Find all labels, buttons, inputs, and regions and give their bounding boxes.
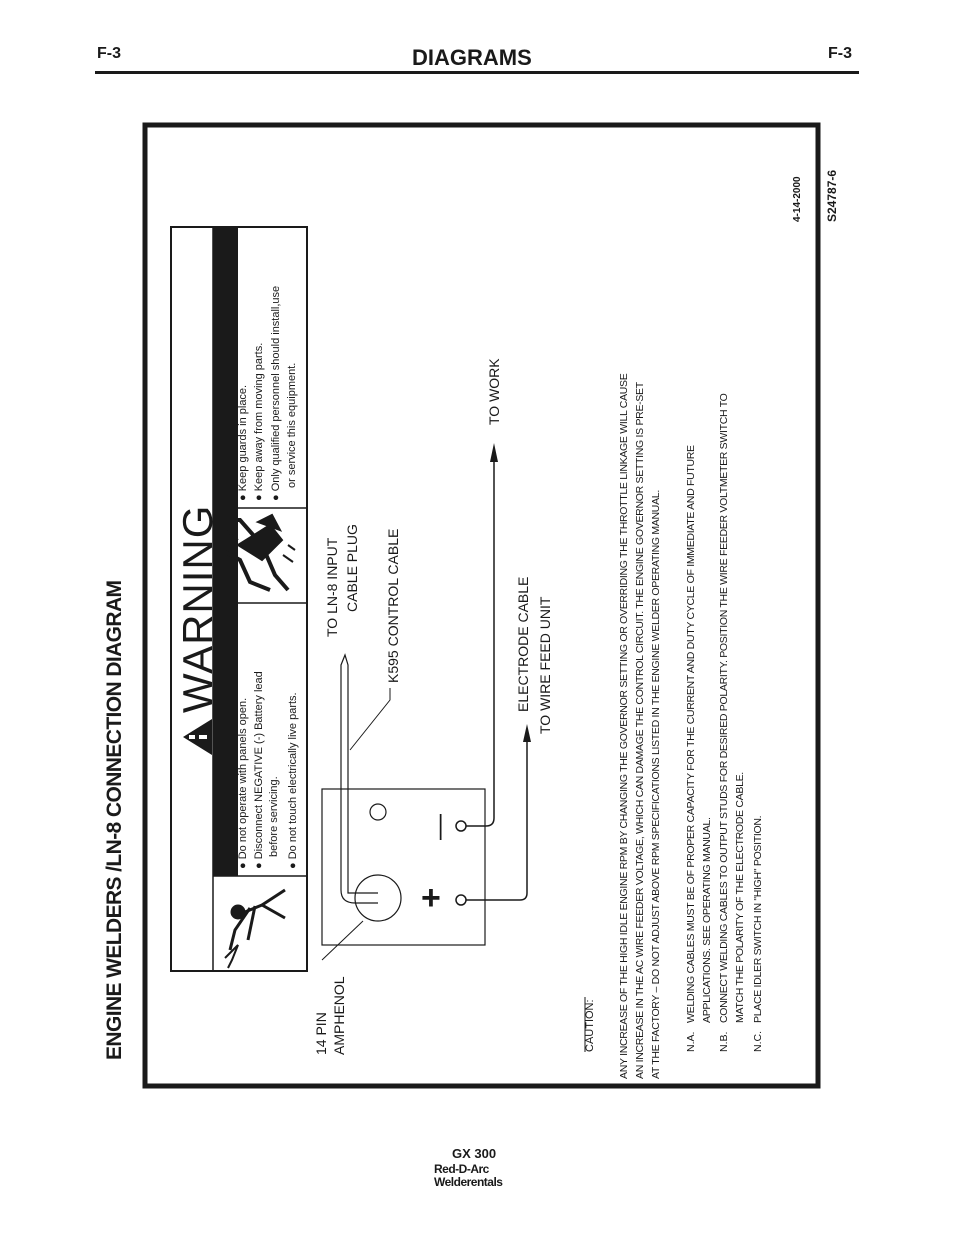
caution-line-2: AN INCREASE IN THE AC WIRE FEEDER VOLTAGE, WHICH CAN DAMAGE THE CONTROL CIRCUIT. THE ENGINE GOVERNOR SETTING IS PRE-SET (634, 382, 646, 1079)
positive-stud[interactable] (456, 895, 466, 905)
note-na-line-2: APPLICATIONS. SEE OPERATING MANUAL. (701, 817, 713, 1023)
note-nb-line-1: CONNECT WELDING CABLES TO OUTPUT STUDS FOR DESIRED POLARITY. POSITION THE WIRE FEEDER VOLTMETER SWITCH TO (718, 393, 730, 1023)
warning-right-item-2: ● Keep away from moving parts. (253, 342, 265, 501)
to-work-label: TO WORK (486, 358, 502, 425)
amphenol-receptacle (355, 875, 401, 921)
page-title: DIAGRAMS (412, 45, 532, 70)
drawing-number: S24787-6 (825, 169, 839, 222)
caution-heading: CAUTION: (584, 999, 596, 1052)
electrode-cable-line (466, 740, 527, 900)
positive-symbol: + (421, 879, 441, 917)
warning-left-item-2: ● Disconnect NEGATIVE (-) Battery lead (253, 671, 265, 869)
amphenol-label-1: 14 PIN (313, 1012, 329, 1055)
warning-right-item-3: ● Only qualified personnel should install,use (270, 285, 282, 501)
warning-left-item-3: before servicing. (268, 776, 280, 857)
control-cable-leader (350, 688, 390, 750)
header-left-code: F-3 (97, 45, 121, 62)
diagram-title: ENGINE WELDERS /LN-8 CONNECTION DIAGRAM (103, 580, 126, 1060)
warning-right-item-4: or service this equipment. (286, 362, 298, 488)
footer-brand-line-2: Welderentals (434, 1175, 503, 1189)
electrode-cable-arrow (523, 724, 531, 742)
output-panel (322, 789, 485, 945)
panel-knob (370, 804, 386, 820)
warning-left-item-4: ● Do not touch electrically live parts. (287, 692, 299, 869)
control-cable-label: K595 CONTROL CABLE (385, 528, 401, 683)
warning-heading: WARNING (174, 504, 221, 713)
note-nc-line-1: PLACE IDLER SWITCH IN "HIGH" POSITION. (752, 815, 764, 1023)
note-na-line-1: WELDING CABLES MUST BE OF PROPER CAPACITY FOR THE CURRENT AND DUTY CYCLE OF IMMEDIATE AND FUTURE (685, 445, 697, 1023)
note-nc-label: N.C. (752, 1031, 764, 1052)
header-right-code: F-3 (828, 45, 852, 62)
work-cable-line (466, 460, 494, 826)
warning-right-item-1: ● Keep guards in place. (237, 384, 249, 501)
amphenol-label-2: AMPHENOL (331, 976, 347, 1055)
input-plug-label-2: CABLE PLUG (344, 524, 360, 612)
drawing-date: 4-14-2000 (792, 176, 803, 222)
caution-line-3: AT THE FACTORY – DO NOT ADJUST ABOVE RPM SPECIFICATIONS LISTED IN THE ENGINE WELDER OPERATING MANUAL. (650, 490, 662, 1079)
electric-shock-icon (225, 890, 285, 968)
electrode-cable-label-1: ELECTRODE CABLE (515, 576, 531, 712)
electrode-cable-label-2: TO WIRE FEED UNIT (537, 596, 553, 734)
note-nb-label: N.B. (718, 1031, 730, 1052)
amphenol-leader (322, 921, 363, 960)
warning-triangle-icon (183, 719, 212, 755)
negative-stud[interactable] (456, 821, 466, 831)
footer-model: GX 300 (452, 1146, 497, 1161)
caution-line-1: ANY INCREASE OF THE HIGH IDLE ENGINE RPM BY CHANGING THE GOVERNOR SETTING OR OVERRIDING THE THROTTLE LINKAGE WILL CAUSE (618, 373, 630, 1079)
input-plug-label-1: TO LN-8 INPUT (324, 537, 340, 637)
control-cable (341, 668, 378, 903)
warning-left-item-1: ● Do not operate with panels open. (237, 697, 249, 869)
work-cable-arrow (490, 443, 498, 462)
note-nb-line-2: MATCH THE POLARITY OF THE ELECTRODE CABLE. (734, 772, 746, 1023)
note-na-label: N.A. (685, 1031, 697, 1052)
negative-symbol: — (423, 814, 453, 840)
footer-brand-line-1: Red-D-Arc (434, 1162, 489, 1176)
